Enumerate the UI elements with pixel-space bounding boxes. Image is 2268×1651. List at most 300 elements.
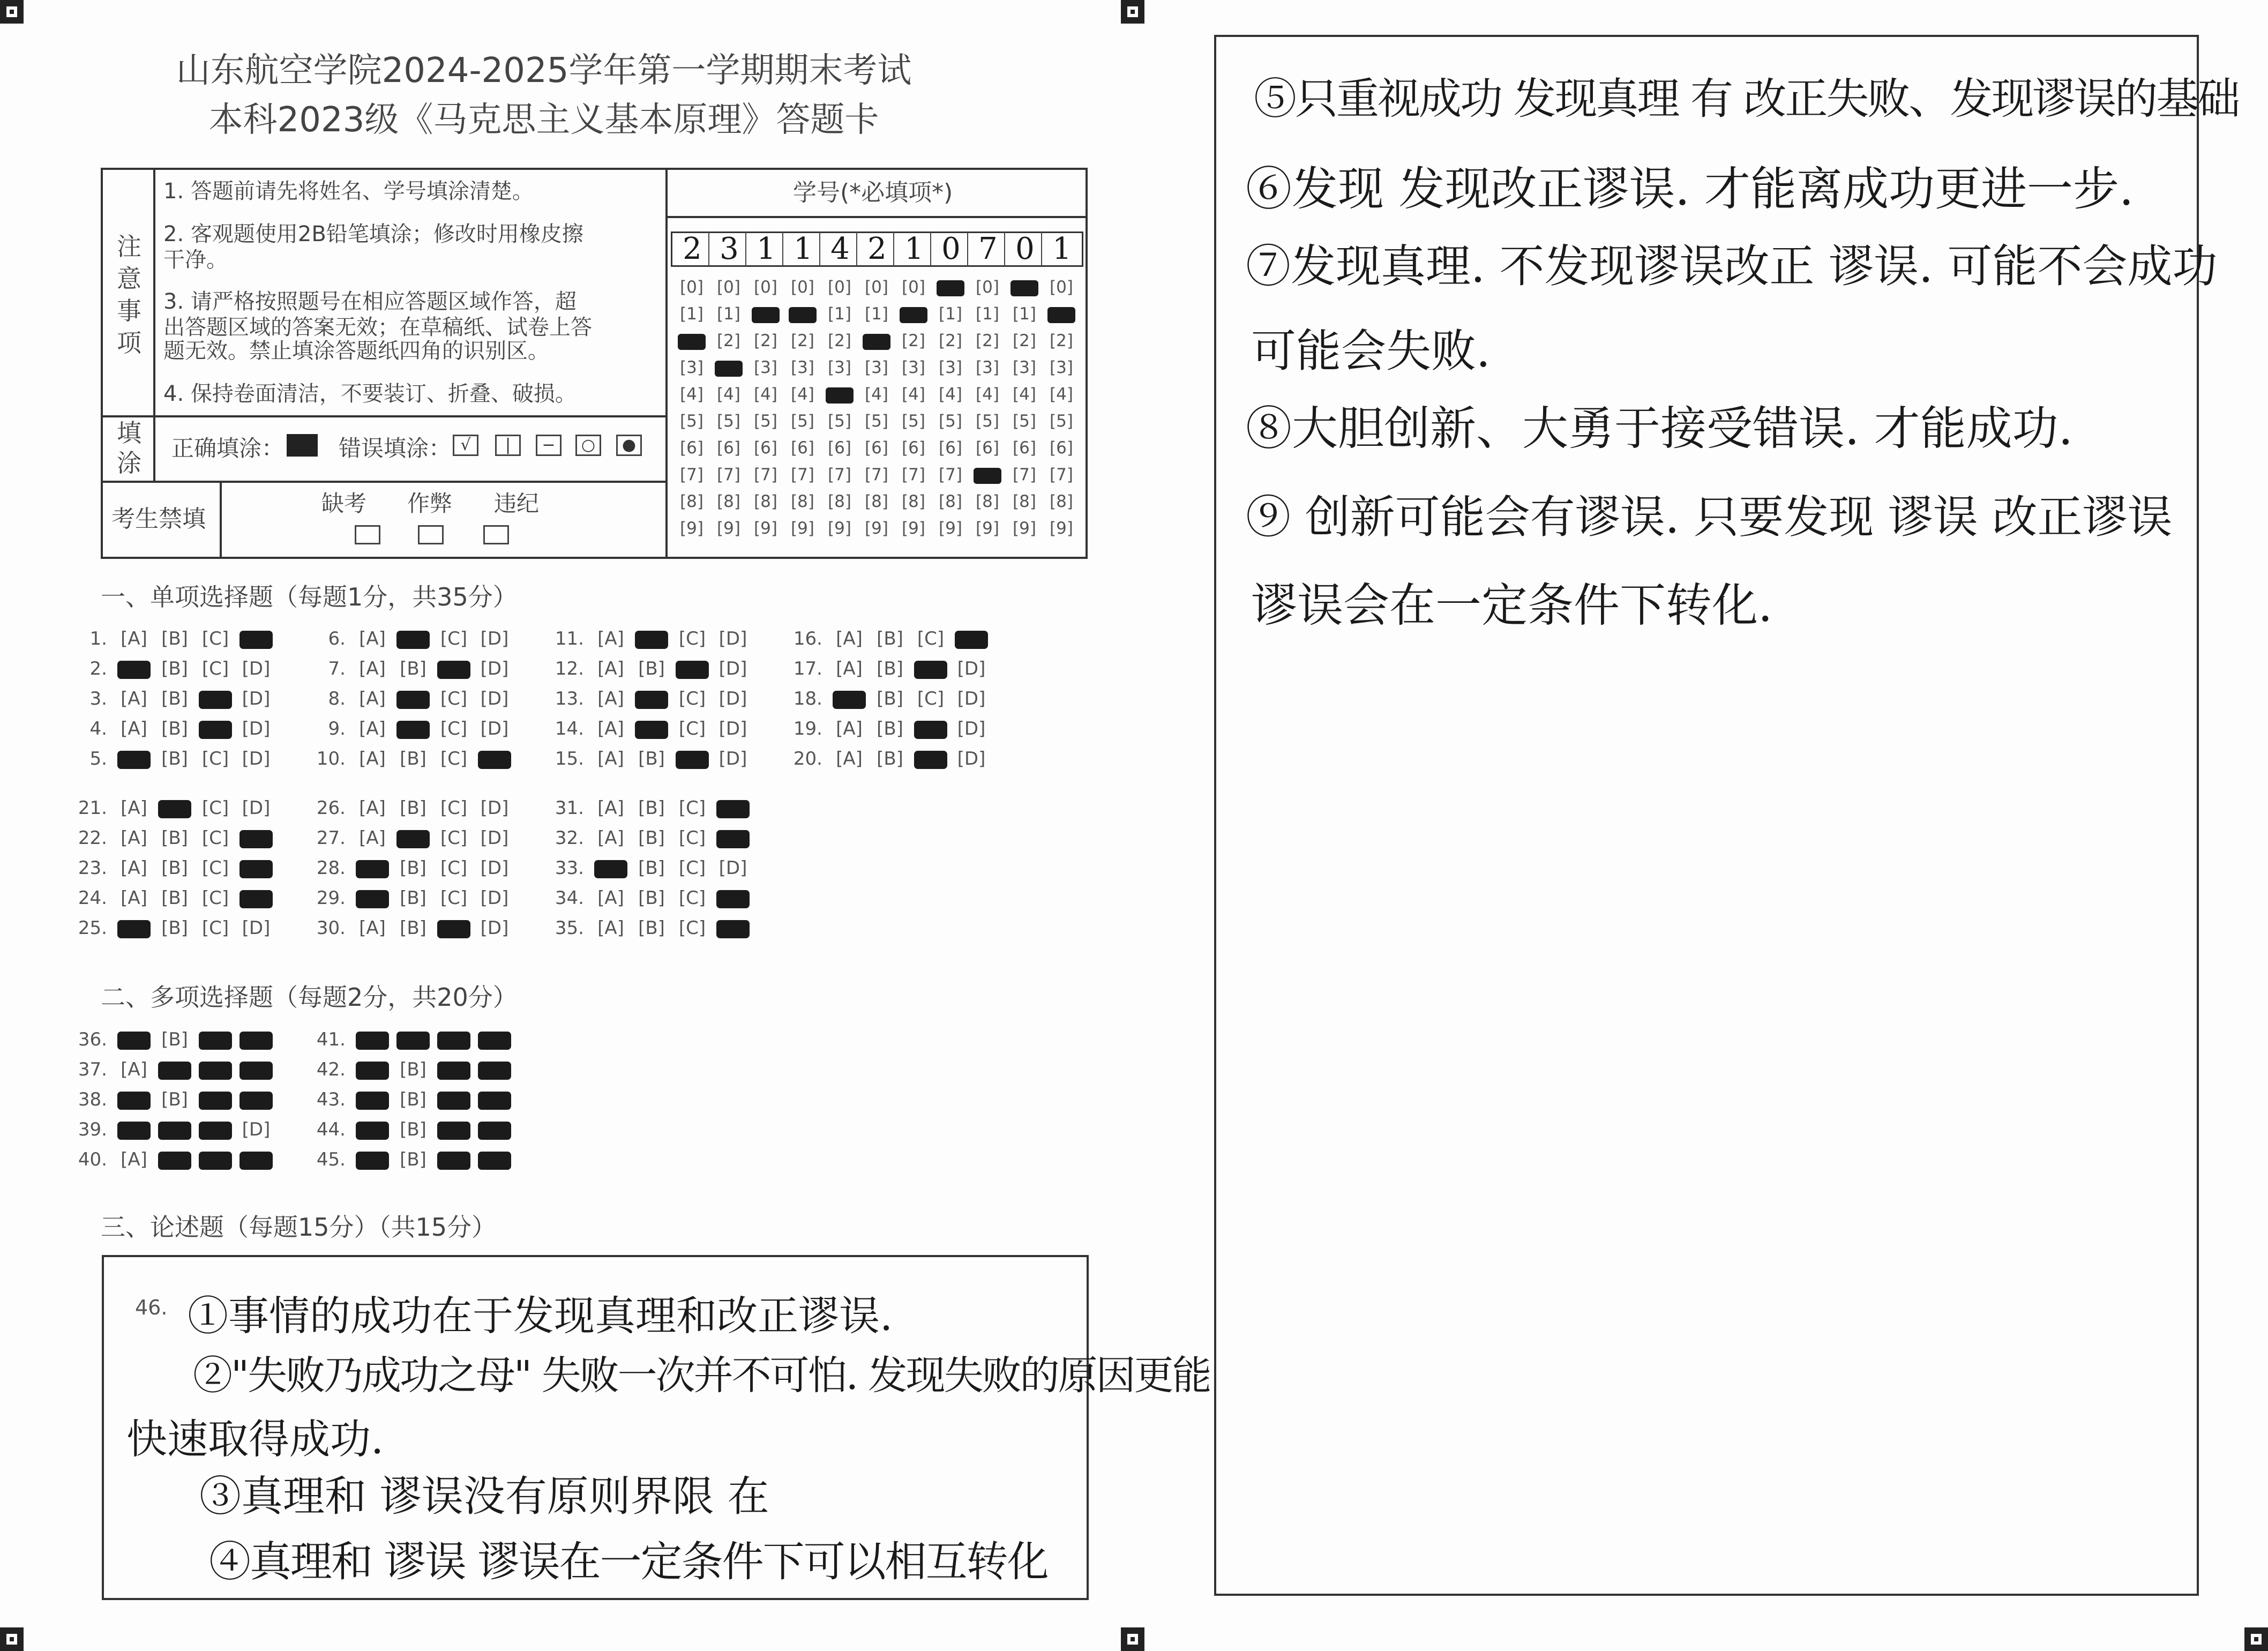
option-bubble[interactable]: [B] — [877, 658, 903, 679]
option-bubble[interactable]: [B] — [161, 857, 188, 879]
student-id-bubble: [4] — [902, 385, 925, 404]
option-bubble-filled[interactable] — [433, 1029, 474, 1050]
option-bubble[interactable]: [B] — [638, 857, 665, 879]
fill-wrong-label: 错误填涂： — [339, 435, 452, 461]
option-bubble[interactable]: [A] — [836, 658, 863, 679]
question-number: 45. — [316, 1149, 346, 1170]
student-id-bubble: [1] — [939, 304, 962, 324]
option-bubble[interactable]: [D] — [242, 797, 271, 819]
option-bubble[interactable]: [A] — [121, 628, 147, 649]
status-cheat-checkbox[interactable] — [418, 525, 444, 544]
student-id-bubble: [2] — [717, 331, 740, 350]
question-number: 20. — [793, 748, 822, 770]
student-id-bubble: [2] — [828, 331, 851, 350]
option-bubble[interactable]: [A] — [359, 797, 386, 819]
option-bubble[interactable]: [B] — [161, 658, 188, 679]
option-bubble[interactable]: [D] — [957, 688, 986, 709]
filled-bubble — [356, 1062, 389, 1080]
filled-bubble — [239, 1062, 273, 1080]
student-id-bubble: [1] — [865, 304, 888, 324]
student-id-bubble: [3] — [1013, 358, 1036, 377]
option-bubble-filled[interactable] — [713, 827, 753, 849]
student-id-bubble: [6] — [1050, 438, 1073, 458]
option-bubble[interactable]: [A] — [121, 1059, 147, 1080]
option-bubble-filled[interactable] — [474, 748, 515, 770]
student-id-bubble: [1] — [680, 304, 703, 324]
wrong-mark-circle: ○ — [575, 435, 601, 456]
option-bubble-filled[interactable] — [236, 827, 276, 849]
option-bubble[interactable]: [C] — [201, 748, 229, 770]
option-bubble-filled[interactable] — [713, 887, 753, 909]
option-bubble-filled[interactable] — [910, 718, 951, 739]
option-bubble-filled[interactable] — [590, 857, 631, 879]
option-bubble-filled[interactable] — [195, 1059, 236, 1080]
option-bubble-filled[interactable] — [393, 628, 433, 649]
option-bubble-filled[interactable] — [154, 797, 195, 819]
option-bubble[interactable]: [A] — [121, 718, 147, 739]
option-bubble-filled[interactable] — [433, 1149, 474, 1170]
question-row — [70, 857, 276, 879]
option-bubble[interactable]: [A] — [359, 718, 386, 739]
option-bubble-filled[interactable] — [951, 628, 992, 649]
option-bubble-filled[interactable] — [236, 628, 276, 649]
option-bubble[interactable]: [A] — [121, 887, 147, 909]
option-bubble[interactable]: [A] — [121, 688, 147, 709]
option-bubble[interactable]: [D] — [718, 658, 747, 679]
option-bubble[interactable]: [B] — [638, 887, 665, 909]
option-bubble[interactable]: [D] — [957, 748, 986, 770]
option-bubble[interactable]: [D] — [480, 658, 509, 679]
option-bubble-filled[interactable] — [631, 688, 672, 709]
option-bubble-filled[interactable] — [236, 1089, 276, 1110]
student-id-bubble: [9] — [680, 519, 703, 538]
corner-mark-bl — [0, 1627, 24, 1651]
option-bubble[interactable]: [D] — [480, 827, 509, 849]
option-bubble[interactable]: [C] — [440, 628, 468, 649]
option-bubble[interactable]: [A] — [836, 748, 863, 770]
student-id-bubble: [4] — [754, 385, 777, 404]
filled-bubble — [478, 1032, 511, 1050]
question-row — [70, 887, 276, 909]
option-bubble-filled[interactable] — [433, 1059, 474, 1080]
filled-bubble — [678, 334, 706, 350]
option-bubble[interactable]: [D] — [718, 718, 747, 739]
option-bubble[interactable]: [B] — [638, 827, 665, 849]
status-cheat-label: 作弊 — [407, 490, 453, 517]
question-number: 35. — [555, 917, 584, 939]
student-id-bubble: [2] — [754, 331, 777, 350]
option-bubble-filled[interactable] — [713, 917, 753, 939]
filled-bubble — [158, 1122, 191, 1140]
question-number: 16. — [793, 628, 822, 649]
question-number: 38. — [78, 1089, 107, 1110]
question-row — [70, 1029, 276, 1050]
student-id-bubble: [4] — [939, 385, 962, 404]
question-number: 28. — [316, 857, 346, 879]
option-bubble-filled[interactable] — [393, 718, 433, 739]
filled-bubble — [594, 860, 627, 878]
option-bubble[interactable]: [C] — [678, 718, 706, 739]
option-bubble[interactable]: [C] — [440, 718, 468, 739]
student-id-digit: 2 — [676, 231, 709, 266]
option-bubble-filled[interactable] — [154, 1149, 195, 1170]
student-id-bubble: [7] — [680, 465, 703, 484]
option-bubble-filled[interactable] — [114, 1119, 154, 1140]
option-bubble-filled[interactable] — [195, 1119, 236, 1140]
option-bubble[interactable]: [B] — [400, 1149, 426, 1170]
filled-bubble — [158, 1062, 191, 1080]
option-bubble-filled[interactable] — [433, 1089, 474, 1110]
option-bubble[interactable]: [D] — [957, 718, 986, 739]
option-bubble-filled[interactable] — [672, 658, 713, 679]
option-bubble[interactable]: [D] — [957, 658, 986, 679]
option-bubble[interactable]: [B] — [400, 857, 426, 879]
option-bubble-filled[interactable] — [154, 1119, 195, 1140]
option-bubble-filled[interactable] — [393, 688, 433, 709]
filled-bubble — [676, 751, 709, 769]
option-bubble[interactable]: [B] — [400, 1119, 426, 1140]
option-bubble[interactable]: [D] — [242, 688, 271, 709]
option-bubble-filled[interactable] — [195, 1089, 236, 1110]
filled-bubble — [716, 920, 750, 938]
option-bubble-filled[interactable] — [352, 1029, 393, 1050]
student-id-bubble: [5] — [939, 412, 962, 431]
student-id-label: 学号(*必填项*) — [793, 179, 953, 206]
student-id-bubble: [8] — [1013, 492, 1036, 511]
question-number: 4. — [89, 718, 107, 739]
status-absent-checkbox[interactable] — [355, 525, 380, 544]
option-bubble[interactable]: [B] — [161, 1089, 188, 1110]
option-bubble-filled[interactable] — [474, 1119, 515, 1140]
option-bubble[interactable]: [A] — [359, 917, 386, 939]
option-bubble[interactable]: [C] — [440, 797, 468, 819]
option-bubble[interactable]: [D] — [242, 917, 271, 939]
option-bubble[interactable]: [B] — [877, 718, 903, 739]
student-id-bubble: [7] — [865, 465, 888, 484]
question-number: 29. — [316, 887, 346, 909]
option-bubble[interactable]: [A] — [359, 628, 386, 649]
option-bubble[interactable]: [B] — [161, 917, 188, 939]
option-bubble[interactable]: [B] — [638, 748, 665, 770]
option-bubble[interactable]: [B] — [161, 628, 188, 649]
option-bubble[interactable]: [B] — [400, 917, 426, 939]
student-id-bubble: [7] — [1050, 465, 1073, 484]
student-id-digit: 1 — [787, 231, 820, 266]
option-bubble[interactable]: [B] — [400, 1089, 426, 1110]
option-bubble-filled[interactable] — [195, 688, 236, 709]
student-id-bubble: [7] — [754, 465, 777, 484]
filled-bubble — [1047, 307, 1075, 323]
option-bubble[interactable]: [C] — [440, 857, 468, 879]
option-bubble-filled[interactable] — [236, 1059, 276, 1080]
filled-bubble — [635, 631, 668, 649]
option-bubble[interactable]: [B] — [161, 827, 188, 849]
student-id-bubble: [7] — [902, 465, 925, 484]
question-number: 6. — [328, 628, 346, 649]
option-bubble[interactable]: [D] — [718, 688, 747, 709]
option-bubble-filled[interactable] — [352, 1059, 393, 1080]
filled-bubble — [356, 890, 389, 908]
filled-bubble — [437, 1032, 470, 1050]
filled-bubble — [478, 1122, 511, 1140]
option-bubble[interactable]: [A] — [121, 827, 147, 849]
option-bubble[interactable]: [D] — [480, 917, 509, 939]
status-violate-checkbox[interactable] — [483, 525, 509, 544]
student-id-bubble-filled — [821, 385, 858, 404]
filled-bubble — [117, 1032, 151, 1050]
filled-bubble — [1011, 280, 1038, 296]
option-bubble-filled[interactable] — [195, 1029, 236, 1050]
student-id-digit: 4 — [824, 231, 857, 266]
option-bubble[interactable]: [D] — [480, 887, 509, 909]
filled-bubble — [239, 1092, 273, 1110]
option-bubble-filled[interactable] — [829, 688, 870, 709]
student-id-bubble: [0] — [828, 278, 851, 297]
option-bubble-filled[interactable] — [352, 1119, 393, 1140]
option-bubble-filled[interactable] — [433, 917, 474, 939]
option-bubble[interactable]: [C] — [678, 797, 706, 819]
option-bubble-filled[interactable] — [910, 658, 951, 679]
option-bubble-filled[interactable] — [433, 658, 474, 679]
student-id-bubble: [7] — [939, 465, 962, 484]
option-bubble-filled[interactable] — [236, 1029, 276, 1050]
student-id-bubble: [4] — [680, 385, 703, 404]
option-bubble[interactable]: [B] — [400, 658, 426, 679]
option-bubble[interactable]: [C] — [678, 628, 706, 649]
option-bubble[interactable]: [D] — [480, 857, 509, 879]
question-row — [547, 827, 753, 849]
question-row — [547, 887, 753, 909]
option-bubble[interactable]: [A] — [359, 748, 386, 770]
option-bubble[interactable]: [A] — [359, 658, 386, 679]
option-bubble-filled[interactable] — [236, 1149, 276, 1170]
option-bubble[interactable]: [C] — [201, 917, 229, 939]
filled-bubble — [789, 307, 817, 323]
option-bubble[interactable]: [B] — [877, 748, 903, 770]
option-bubble-filled[interactable] — [195, 718, 236, 739]
question-row — [70, 1059, 276, 1080]
student-id-bubble: [4] — [717, 385, 740, 404]
question-row — [70, 1089, 276, 1110]
option-bubble-filled[interactable] — [114, 1089, 154, 1110]
student-id-bubble: [0] — [902, 278, 925, 297]
option-bubble[interactable]: [C] — [201, 658, 229, 679]
option-bubble-filled[interactable] — [631, 628, 672, 649]
option-bubble[interactable]: [A] — [597, 917, 624, 939]
question-number: 9. — [328, 718, 346, 739]
option-bubble-filled[interactable] — [114, 917, 154, 939]
option-bubble[interactable]: [B] — [161, 887, 188, 909]
essay-right-line-3: ⑦发现真理. 不发现谬误改正 谬误. 可能不会成功 — [1246, 240, 2218, 293]
option-bubble-filled[interactable] — [713, 797, 753, 819]
option-bubble[interactable]: [B] — [400, 748, 426, 770]
option-bubble[interactable]: [C] — [678, 887, 706, 909]
option-bubble[interactable]: [A] — [836, 718, 863, 739]
option-bubble-filled[interactable] — [114, 658, 154, 679]
option-bubble[interactable]: [B] — [638, 797, 665, 819]
option-bubble[interactable]: [D] — [718, 857, 747, 879]
option-bubble-filled[interactable] — [236, 887, 276, 909]
option-bubble-filled[interactable] — [352, 1089, 393, 1110]
option-bubble[interactable]: [C] — [201, 797, 229, 819]
student-id-bubble: [0] — [1050, 278, 1073, 297]
option-bubble[interactable]: [D] — [718, 748, 747, 770]
option-bubble[interactable]: [C] — [678, 688, 706, 709]
option-bubble[interactable]: [A] — [597, 718, 624, 739]
filled-bubble — [199, 691, 232, 709]
filled-bubble — [239, 631, 273, 649]
option-bubble-filled[interactable] — [474, 1029, 515, 1050]
option-bubble[interactable]: [D] — [718, 628, 747, 649]
option-bubble-filled[interactable] — [352, 857, 393, 879]
option-bubble[interactable]: [B] — [400, 1059, 426, 1080]
question-number: 34. — [555, 887, 584, 909]
student-id-bubble: [5] — [976, 412, 999, 431]
option-bubble[interactable]: [B] — [400, 797, 426, 819]
option-bubble[interactable]: [D] — [242, 1119, 271, 1140]
option-bubble[interactable]: [C] — [201, 857, 229, 879]
option-bubble[interactable]: [B] — [638, 658, 665, 679]
student-id-bubble: [2] — [791, 331, 814, 350]
option-bubble[interactable]: [A] — [836, 628, 863, 649]
question-row — [547, 658, 753, 679]
option-bubble[interactable]: [B] — [638, 917, 665, 939]
question-number: 17. — [793, 658, 822, 679]
option-bubble[interactable]: [D] — [480, 797, 509, 819]
student-id-bubble: [2] — [976, 331, 999, 350]
essay-right-line-7: 谬误会在一定条件下转化. — [1251, 579, 1773, 632]
option-bubble[interactable]: [D] — [242, 748, 271, 770]
option-bubble[interactable]: [C] — [917, 688, 945, 709]
option-bubble-filled[interactable] — [474, 1089, 515, 1110]
option-bubble[interactable]: [A] — [121, 1149, 147, 1170]
option-bubble[interactable]: [C] — [917, 628, 945, 649]
corner-mark-br — [2244, 1627, 2268, 1651]
option-bubble[interactable]: [C] — [440, 827, 468, 849]
option-bubble[interactable]: [D] — [242, 658, 271, 679]
option-bubble-filled[interactable] — [114, 1029, 154, 1050]
option-bubble[interactable]: [C] — [440, 748, 468, 770]
option-bubble[interactable]: [A] — [597, 688, 624, 709]
option-bubble-filled[interactable] — [474, 1149, 515, 1170]
option-bubble-filled[interactable] — [910, 748, 951, 770]
option-bubble[interactable]: [A] — [597, 658, 624, 679]
option-bubble[interactable]: [C] — [440, 887, 468, 909]
option-bubble[interactable]: [B] — [161, 718, 188, 739]
option-bubble[interactable]: [A] — [597, 827, 624, 849]
student-id-bubble: [8] — [828, 492, 851, 511]
option-bubble[interactable]: [B] — [400, 887, 426, 909]
question-number: 41. — [316, 1029, 346, 1050]
filled-bubble — [356, 1122, 389, 1140]
filled-bubble — [199, 1062, 232, 1080]
option-bubble[interactable]: [C] — [201, 827, 229, 849]
option-bubble-filled[interactable] — [154, 1059, 195, 1080]
question-row — [308, 688, 515, 709]
option-bubble[interactable]: [B] — [161, 748, 188, 770]
question-number: 12. — [555, 658, 584, 679]
option-bubble[interactable]: [B] — [877, 628, 903, 649]
option-bubble-filled[interactable] — [393, 827, 433, 849]
question-number: 36. — [78, 1029, 107, 1050]
option-bubble[interactable]: [C] — [440, 688, 468, 709]
option-bubble[interactable]: [B] — [877, 688, 903, 709]
status-absent-label: 缺考 — [321, 490, 367, 517]
option-bubble-filled[interactable] — [352, 887, 393, 909]
option-bubble[interactable]: [A] — [597, 887, 624, 909]
student-id-bubble: [6] — [865, 438, 888, 458]
option-bubble[interactable]: [A] — [359, 827, 386, 849]
option-bubble[interactable]: [A] — [359, 688, 386, 709]
option-bubble-filled[interactable] — [114, 748, 154, 770]
question-row — [308, 1149, 515, 1170]
option-bubble-filled[interactable] — [393, 1029, 433, 1050]
student-id-bubble: [4] — [1013, 385, 1036, 404]
question-row — [70, 827, 276, 849]
option-bubble[interactable]: [A] — [597, 628, 624, 649]
option-bubble[interactable]: [A] — [597, 797, 624, 819]
student-id-bubble-filled — [932, 278, 969, 297]
option-bubble[interactable]: [D] — [242, 718, 271, 739]
student-id-bubble: [7] — [828, 465, 851, 484]
student-id-bubble: [6] — [680, 438, 703, 458]
option-bubble[interactable]: [B] — [161, 1029, 188, 1050]
student-id-bubble: [0] — [754, 278, 777, 297]
question-row — [547, 857, 753, 879]
student-id-bubble: [3] — [680, 358, 703, 377]
option-bubble[interactable]: [A] — [121, 797, 147, 819]
option-bubble-filled[interactable] — [672, 748, 713, 770]
option-bubble[interactable]: [C] — [678, 857, 706, 879]
question-row — [785, 658, 992, 679]
essay-right-line-1: ⑤只重视成功 发现真理 有 改正失败、发现谬误的基础 — [1254, 74, 2239, 124]
option-bubble[interactable]: [B] — [161, 688, 188, 709]
filled-bubble — [437, 920, 470, 938]
option-bubble[interactable]: [D] — [480, 718, 509, 739]
question-number: 24. — [78, 887, 107, 909]
option-bubble[interactable]: [C] — [201, 628, 229, 649]
option-bubble-filled[interactable] — [631, 718, 672, 739]
student-id-digit: 0 — [1009, 231, 1042, 266]
student-id-bubble: [5] — [865, 412, 888, 431]
option-bubble[interactable]: [C] — [678, 917, 706, 939]
student-id-bubble: [9] — [828, 519, 851, 538]
question-row — [785, 718, 992, 739]
option-bubble-filled[interactable] — [236, 857, 276, 879]
option-bubble-filled[interactable] — [352, 1149, 393, 1170]
option-bubble[interactable]: [A] — [597, 748, 624, 770]
option-bubble-filled[interactable] — [433, 1119, 474, 1140]
filled-bubble — [676, 661, 709, 679]
option-bubble[interactable]: [A] — [121, 857, 147, 879]
option-bubble-filled[interactable] — [195, 1149, 236, 1170]
option-bubble[interactable]: [C] — [201, 887, 229, 909]
question-number: 11. — [555, 628, 584, 649]
filled-bubble — [437, 661, 470, 679]
option-bubble[interactable]: [D] — [480, 688, 509, 709]
question-number: 25. — [78, 917, 107, 939]
student-id-bubble: [3] — [828, 358, 851, 377]
option-bubble-filled[interactable] — [474, 1059, 515, 1080]
question-number: 14. — [555, 718, 584, 739]
option-bubble[interactable]: [D] — [480, 628, 509, 649]
filled-bubble — [635, 691, 668, 709]
question-row — [308, 797, 515, 819]
student-id-bubble: [0] — [865, 278, 888, 297]
student-id-bubble: [1] — [976, 304, 999, 324]
option-bubble[interactable]: [C] — [678, 827, 706, 849]
student-id-bubble: [3] — [902, 358, 925, 377]
